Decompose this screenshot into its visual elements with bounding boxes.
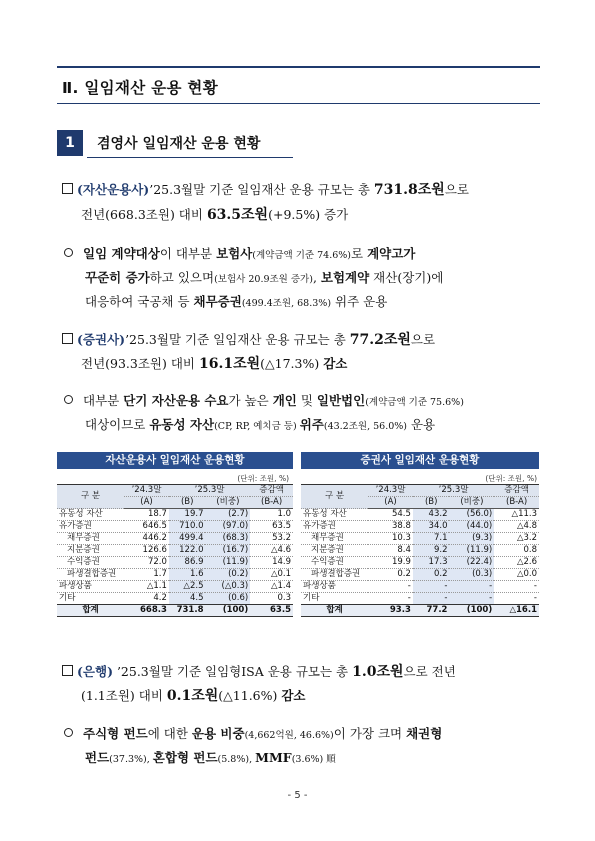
comparison-tables bbox=[57, 452, 539, 634]
row-value: - bbox=[413, 593, 450, 605]
table-row bbox=[301, 581, 539, 593]
row-value: - bbox=[368, 593, 413, 605]
row-value: (9.3) bbox=[449, 533, 494, 545]
row-value: - bbox=[368, 581, 413, 593]
row-label: 파생결합증권 bbox=[301, 569, 368, 581]
securities-line2: 전년(93.3조원) 대비 16.1조원(△17.3%) 감소 bbox=[81, 356, 348, 372]
row-value: 0.2 bbox=[368, 569, 413, 581]
subsection-title: 겸영사 일임재산 운용 현황 bbox=[97, 136, 261, 152]
row-value: - bbox=[413, 581, 450, 593]
header-diff: 증감액 bbox=[494, 485, 539, 497]
row-value: △1.1 bbox=[124, 581, 169, 593]
header-category: 구 분 bbox=[301, 485, 368, 509]
row-value: 499.4 bbox=[169, 533, 206, 545]
row-value: 446.2 bbox=[124, 533, 169, 545]
securities-bullet-line2: 대상이므로 유동성 자산(CP, RP, 예치금 등) 위주(43.2조원, 56.0%) 운용 bbox=[85, 417, 436, 432]
table-row bbox=[301, 509, 539, 521]
header-current-sub: (B) bbox=[169, 497, 206, 509]
section-title: Ⅱ. 일임재산 운용 현황 bbox=[62, 79, 218, 97]
row-value: 7.1 bbox=[413, 533, 450, 545]
total-value: 77.2 bbox=[413, 605, 450, 617]
table-row bbox=[301, 569, 539, 581]
square-bullet-icon bbox=[62, 333, 73, 344]
row-value: 72.0 bbox=[124, 557, 169, 569]
circle-bullet-icon bbox=[64, 728, 73, 737]
row-value: (△0.3) bbox=[205, 581, 250, 593]
row-value: 53.2 bbox=[250, 533, 293, 545]
table-row bbox=[57, 557, 293, 569]
table-row bbox=[301, 521, 539, 533]
table-row bbox=[57, 521, 293, 533]
row-value: 122.0 bbox=[169, 545, 206, 557]
left-table bbox=[57, 484, 293, 617]
row-value: (68.3) bbox=[205, 533, 250, 545]
total-value: △16.1 bbox=[494, 605, 539, 617]
total-label: 합계 bbox=[301, 605, 368, 617]
row-value: (2.7) bbox=[205, 509, 250, 521]
row-value: 63.5 bbox=[250, 521, 293, 533]
row-value: 1.6 bbox=[169, 569, 206, 581]
row-label: 채무증권 bbox=[301, 533, 368, 545]
table-row bbox=[57, 545, 293, 557]
row-value: - bbox=[494, 581, 539, 593]
asset-mgmt-bullet-line1: 일임 계약대상이 대부분 보험사(계약금액 기준 74.6%)로 계약고가 bbox=[64, 247, 415, 263]
header-current-sub: (B) bbox=[413, 497, 450, 509]
table-header-row bbox=[57, 485, 293, 497]
header-prev: ’24.3말 bbox=[368, 485, 413, 497]
row-label: 파생상품 bbox=[301, 581, 368, 593]
row-value: - bbox=[449, 593, 494, 605]
row-label: 수익증권 bbox=[57, 557, 124, 569]
row-value: △3.2 bbox=[494, 533, 539, 545]
row-value: △2.5 bbox=[169, 581, 206, 593]
row-value: 19.9 bbox=[368, 557, 413, 569]
total-label: 합계 bbox=[57, 605, 124, 617]
header-diff-sub: (B-A) bbox=[250, 497, 293, 509]
row-value: △4.6 bbox=[250, 545, 293, 557]
row-value: 10.3 bbox=[368, 533, 413, 545]
row-label: 지분증권 bbox=[301, 545, 368, 557]
row-value: (0.6) bbox=[205, 593, 250, 605]
square-bullet-icon bbox=[62, 665, 73, 676]
row-value: (97.0) bbox=[205, 521, 250, 533]
right-table-title: 증권사 일임재산 운용현황 bbox=[301, 452, 539, 469]
row-value: △2.6 bbox=[494, 557, 539, 569]
header-prev-sub: (A) bbox=[124, 497, 169, 509]
row-value: 646.5 bbox=[124, 521, 169, 533]
total-value: 731.8 bbox=[169, 605, 206, 617]
header-prev-sub: (A) bbox=[368, 497, 413, 509]
row-value: △1.4 bbox=[250, 581, 293, 593]
right-table-unit: (단위: 조원, %) bbox=[485, 474, 537, 483]
table-row bbox=[301, 557, 539, 569]
header-share: (비중) bbox=[205, 497, 250, 509]
row-value: 1.0 bbox=[250, 509, 293, 521]
table-header-row bbox=[301, 485, 539, 497]
row-value: 0.2 bbox=[413, 569, 450, 581]
left-table-title: 자산운용사 일임재산 운용현황 bbox=[57, 452, 293, 469]
row-value: (11.9) bbox=[205, 557, 250, 569]
row-value: 19.7 bbox=[169, 509, 206, 521]
bank-bullet-line1: 주식형 펀드에 대한 운용 비중(4,662억원, 46.6%)이 가장 크며 채권형 bbox=[64, 727, 442, 743]
row-value: △0.0 bbox=[494, 569, 539, 581]
securities-line1: (증권사)’25.3월말 기준 일임재산 운용 규모는 총 77.2조원으로 bbox=[62, 333, 435, 347]
row-label: 유가증권 bbox=[57, 521, 124, 533]
table-row bbox=[57, 581, 293, 593]
row-value: 38.8 bbox=[368, 521, 413, 533]
square-bullet-icon bbox=[62, 183, 73, 194]
row-value: 0.3 bbox=[250, 593, 293, 605]
row-value: (11.9) bbox=[449, 545, 494, 557]
total-value: (100) bbox=[449, 605, 494, 617]
total-value: (100) bbox=[205, 605, 250, 617]
row-label: 기타 bbox=[57, 593, 124, 605]
row-value: - bbox=[449, 581, 494, 593]
row-value: (44.0) bbox=[449, 521, 494, 533]
asset-mgmt-line2: 전년(668.3조원) 대비 63.5조원(+9.5%) 증가 bbox=[81, 207, 349, 223]
row-value: (56.0) bbox=[449, 509, 494, 521]
row-value: 54.5 bbox=[368, 509, 413, 521]
row-label: 파생상품 bbox=[57, 581, 124, 593]
row-label: 기타 bbox=[301, 593, 368, 605]
circle-bullet-icon bbox=[64, 248, 73, 257]
securities-bullet-line1: 대부분 단기 자산운용 수요가 높은 개인 및 일반법인(계약금액 기준 75.6%) bbox=[64, 394, 464, 410]
row-value: 1.7 bbox=[124, 569, 169, 581]
row-value: △0.1 bbox=[250, 569, 293, 581]
row-value: 4.2 bbox=[124, 593, 169, 605]
row-value: △4.8 bbox=[494, 521, 539, 533]
table-total-row bbox=[301, 605, 539, 617]
table-total-row bbox=[57, 605, 293, 617]
row-label: 채무증권 bbox=[57, 533, 124, 545]
row-value: △11.3 bbox=[494, 509, 539, 521]
table-row bbox=[301, 593, 539, 605]
row-value: - bbox=[494, 593, 539, 605]
header-category: 구 분 bbox=[57, 485, 124, 509]
bank-bullet-line2: 펀드(37.3%), 혼합형 펀드(5.8%), MMF(3.6%) 順 bbox=[85, 750, 336, 765]
row-value: 14.9 bbox=[250, 557, 293, 569]
subsection-underline bbox=[87, 157, 293, 158]
row-label: 유동성 자산 bbox=[57, 509, 124, 521]
row-value: 0.8 bbox=[494, 545, 539, 557]
total-value: 93.3 bbox=[368, 605, 413, 617]
header-current: ’25.3말 bbox=[413, 485, 494, 497]
row-value: (16.7) bbox=[205, 545, 250, 557]
section-rule-bottom bbox=[57, 103, 540, 104]
subsection-number: 1 bbox=[57, 130, 83, 156]
row-value: 34.0 bbox=[413, 521, 450, 533]
circle-bullet-icon bbox=[64, 395, 73, 404]
row-label: 유동성 자산 bbox=[301, 509, 368, 521]
table-row bbox=[301, 545, 539, 557]
row-label: 수익증권 bbox=[301, 557, 368, 569]
bank-line2: (1.1조원) 대비 0.1조원(△11.6%) 감소 bbox=[81, 688, 306, 704]
header-diff: 증감액 bbox=[250, 485, 293, 497]
row-value: 43.2 bbox=[413, 509, 450, 521]
asset-mgmt-bullet-line2: 꾸준히 증가하고 있으며(보험사 20.9조원 증가), 보험계약 재산(장기)에 bbox=[85, 270, 444, 285]
table-row bbox=[57, 509, 293, 521]
total-value: 63.5 bbox=[250, 605, 293, 617]
row-label: 지분증권 bbox=[57, 545, 124, 557]
header-current: ’25.3말 bbox=[169, 485, 250, 497]
table-row bbox=[301, 533, 539, 545]
row-value: 18.7 bbox=[124, 509, 169, 521]
row-value: 8.4 bbox=[368, 545, 413, 557]
row-value: (0.3) bbox=[449, 569, 494, 581]
table-row bbox=[57, 593, 293, 605]
left-table-unit: (단위: 조원, %) bbox=[237, 474, 289, 483]
row-label: 파생결합증권 bbox=[57, 569, 124, 581]
asset-mgmt-line1: (자산운용사)’25.3월말 기준 일임재산 운용 규모는 총 731.8조원으로 bbox=[62, 183, 469, 197]
row-label: 유가증권 bbox=[301, 521, 368, 533]
row-value: 17.3 bbox=[413, 557, 450, 569]
bank-line1: (은행) ’25.3월말 기준 일임형ISA 운용 규모는 총 1.0조원으로 전년 bbox=[62, 665, 456, 679]
header-diff-sub: (B-A) bbox=[494, 497, 539, 509]
row-value: 710.0 bbox=[169, 521, 206, 533]
header-prev: ’24.3말 bbox=[124, 485, 169, 497]
table-row bbox=[57, 569, 293, 581]
row-value: (22.4) bbox=[449, 557, 494, 569]
right-table bbox=[301, 484, 539, 617]
table-row bbox=[57, 533, 293, 545]
page-number: - 5 - bbox=[287, 790, 308, 801]
total-value: 668.3 bbox=[124, 605, 169, 617]
row-value: 86.9 bbox=[169, 557, 206, 569]
row-value: 126.6 bbox=[124, 545, 169, 557]
section-rule-top bbox=[57, 66, 540, 68]
row-value: 4.5 bbox=[169, 593, 206, 605]
header-share: (비중) bbox=[449, 497, 494, 509]
asset-mgmt-bullet-line3: 대응하여 국공채 등 채무증권(499.4조원, 68.3%) 위주 운용 bbox=[85, 294, 388, 309]
row-value: (0.2) bbox=[205, 569, 250, 581]
row-value: 9.2 bbox=[413, 545, 450, 557]
